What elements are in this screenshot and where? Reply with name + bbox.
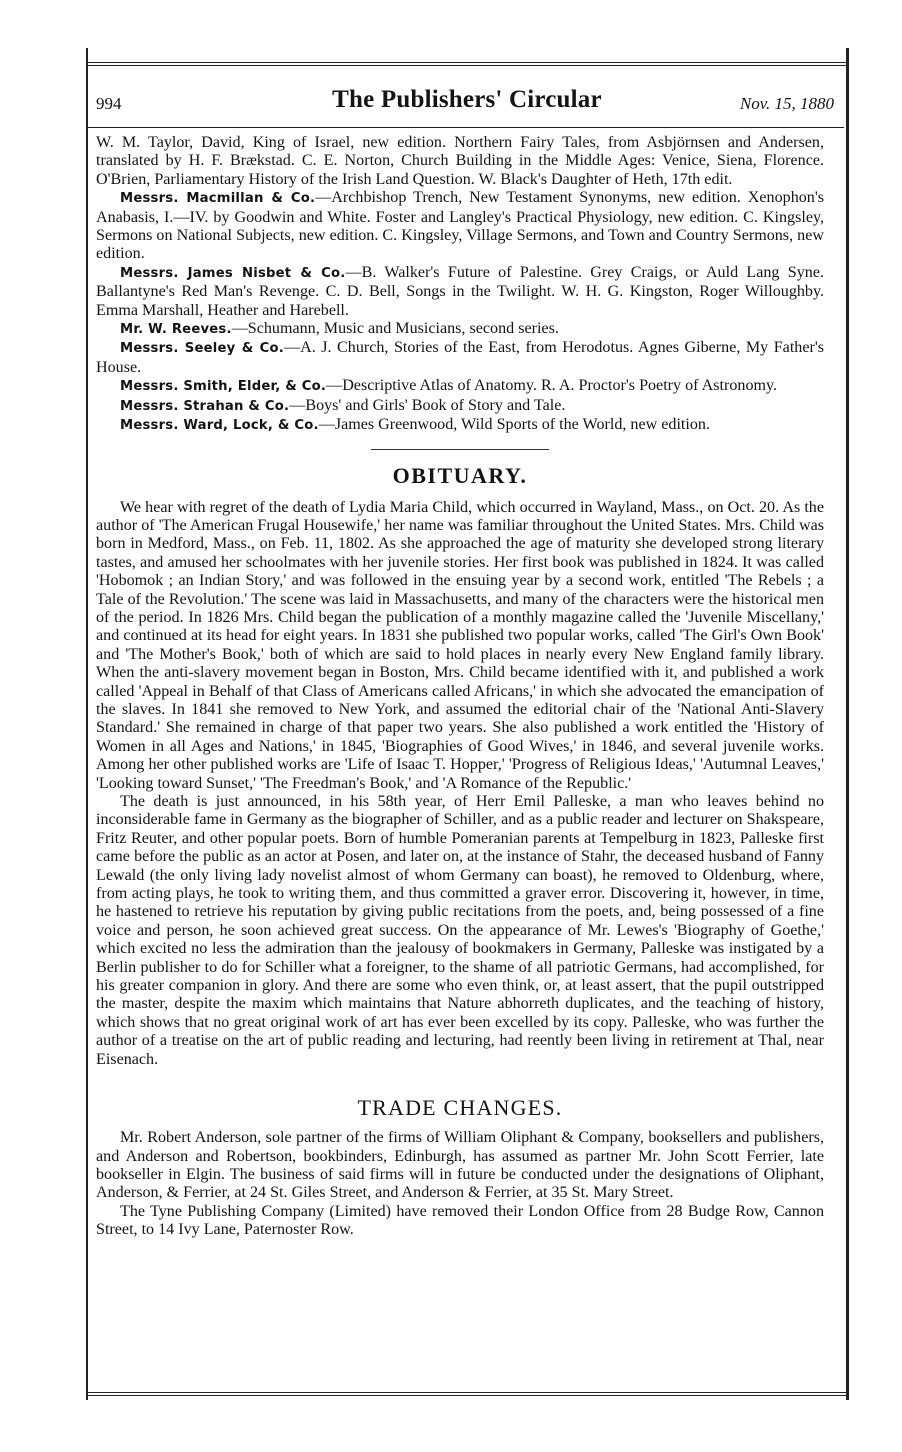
running-header (96, 82, 838, 122)
obituary-heading: OBITUARY. (392, 462, 528, 488)
announcement-entry (96, 320, 824, 339)
announcements-section (96, 134, 824, 436)
running-title: The Publishers' Circular (332, 86, 602, 113)
issue-date: Nov. 15, 1880 (739, 94, 834, 113)
announcement-intro: W. M. Taylor, David, King of Israel, new edition. Northern Fairy Tales, from Asbjörnsen and Andersen, translated by H. F. Brækstad. C. E. Norton, Church Building in the Middle Ages: Venice, Siena, Florence. O'Brien, Parliamentary History of the Irish Land Question. W. Black's Daughter of Heth, 17th edit. (96, 134, 824, 188)
announcement-text: —Schumann, Music and Musicians, second series. (231, 320, 559, 338)
obituary-paragraph: The death is just announced, in his 58th year, of Herr Emil Palleske, a man who leaves behind no inconsiderable fame in Germany as the biographer of Schiller, and as a public reader and lecturer on Shakspeare, Fritz Reuter, and other popular poets. Born of humble Pomeranian parents at Tempelburg in 1823, Palleske first came before the public as an actor at Posen, and later on, at the instance of Stahr, the deceased husband of Fanny Lewald (the only living lady novelist almost of whom Germany can boast), he removed to Oldenburg, where, from acting plays, he took to writing them, and thus committed a graver error. Discovering it, however, in time, he hastened to retrieve his reputation by giving public recitations from the poets, and, being possessed of a fine voice and person, he soon achieved great success. On the appearance of Mr. Lewes's 'Biography of Goethe,' which excited no less the admiration than the jealousy of bookmakers in Germany, Palleske was instigated by a Berlin publisher to do for Schiller what a foreigner, to the shame of all patriotic Germans, had accomplished, for his greater companion in glory. And there are some who even think, or, at least assert, that the pupil outstripped the master, despite the maxim which maintains that Nature abhorreth duplicates, and the teaching of history, which shows that no great original work of art has ever been excelled by its copy. Palleske, who was further the author of a treatise on the art of public reading and lecturing, had reently been living in retirement at Thal, near Eisenach. (96, 793, 824, 1068)
publisher-name: Mr. W. Reeves. (120, 322, 232, 338)
publisher-name: Messrs. Ward, Lock, & Co. (120, 418, 319, 434)
trade-changes-paragraph: The Tyne Publishing Company (Limited) have removed their London Office from 28 Budge Row, Cannon Street, to 14 Ivy Lane, Paternoster Row. (96, 1202, 824, 1239)
publisher-name: Messrs. James Nisbet & Co. (120, 265, 346, 281)
page-number: 994 (96, 94, 122, 113)
announcement-text: —B. Walker's Future of Palestine. Grey Craigs, or Auld Lang Syne. Ballantyne's Red Man's Revenge. C. D. Bell, Songs in the Twilight. W. H. G. Kingston, Roger Willoughby. Emma Marshall, Heather and Harebell. (96, 263, 824, 319)
announcement-text: —James Greenwood, Wild Sports of the World, new edition. (318, 416, 710, 434)
section-divider (371, 449, 549, 450)
bottom-double-rule (86, 1392, 847, 1396)
publisher-name: Messrs. Strahan & Co. (120, 398, 290, 414)
obituary-paragraph: We hear with regret of the death of Lydia Maria Child, which occurred in Wayland, Mass., on Oct. 20. As the author of 'The American Frugal Housewife,' her name was familiar throughout the United States. Mrs. Child was born in Medford, Mass., on Feb. 11, 1802. As she approached the age of maturity she developed strong literary tastes, and amused her schoolmates with her juvenile stories. Her first book was published in 1824. It was called 'Hobomok ; an Indian Story,' and was followed in the ensuing year by a second work, entitled 'The Rebels ; a Tale of the Revolution.' The scene was laid in Massachusetts, and many of the characters were the historical men of the period. In 1826 Mrs. Child began the publication of a monthly magazine called the 'Juvenile Miscellany,' and continued at its head for eight years. In 1831 she published two popular works, called 'The Girl's Own Book' and 'The Mother's Book,' both of which are said to hold places in nearly every New England family library. When the anti-slavery movement began in Boston, Mrs. Child became identified with it, and published a work called 'Appeal in Behalf of that Class of Americans called Africans,' in which she advocated the emancipation of the slaves. In 1841 she removed to New York, and assumed the editorial chair of the 'National Anti-Slavery Standard.' She remained in charge of that paper two years. She also published a work entitled the 'History of Women in all Ages and Nations,' in 1845, 'Biographies of Good Wives,' in 1846, and several juvenile works. Among her other published works are 'Life of Isaac T. Hopper,' 'Progress of Religious Ideas,' 'Autumnal Leaves,' 'Looking toward Sunset,' 'The Freedman's Book,' and 'A Romance of the Republic.' (96, 498, 824, 792)
announcement-entry (96, 264, 824, 320)
trade-changes-paragraph: Mr. Robert Anderson, sole partner of the firms of William Oliphant & Company, booksellers and publishers, and Anderson and Robertson, bookbinders, Edinburgh, has assumed as partner Mr. John Scott Ferrier, late bookseller in Elgin. The business of said firms will in future be conducted under the designations of Oliphant, Anderson, & Ferrier, at 24 St. Giles Street, and Anderson & Ferrier, at 35 St. Mary Street. (96, 1129, 824, 1202)
obituary-section (96, 463, 824, 1070)
trade-changes-section (96, 1095, 824, 1239)
page-body (96, 134, 824, 1240)
announcement-entry (96, 416, 824, 435)
announcement-entry (96, 189, 824, 264)
announcement-text: —Boys' and Girls' Book of Story and Tale. (289, 396, 566, 414)
announcement-entry (96, 397, 824, 416)
announcement-text: —Descriptive Atlas of Anatomy. R. A. Proctor's Poetry of Astronomy. (326, 377, 778, 395)
trade-changes-heading: TRADE CHANGES. (357, 1095, 563, 1121)
publisher-name: Messrs. Seeley & Co. (120, 341, 285, 357)
announcement-entry (96, 339, 824, 377)
publisher-name: Messrs. Smith, Elder, & Co. (120, 379, 327, 395)
publisher-name: Messrs. Macmillan & Co. (120, 191, 316, 207)
announcement-text: —Archbishop Trench, New Testament Synonyms, new edition. Xenophon's Anabasis, I.—IV. by Goodwin and White. Foster and Langley's Practical Physiology, new edition. C. Kingsley, Sermons on National Subjects, new edition. C. Kingsley, Village Sermons, and Town and Country Sermons, new edition. (96, 189, 825, 263)
announcement-text: —A. J. Church, Stories of the East, from Herodotus. Agnes Giberne, My Father's House. (96, 339, 824, 376)
announcement-entry (96, 377, 824, 396)
header-rule (88, 127, 844, 128)
top-double-rule (86, 62, 847, 66)
